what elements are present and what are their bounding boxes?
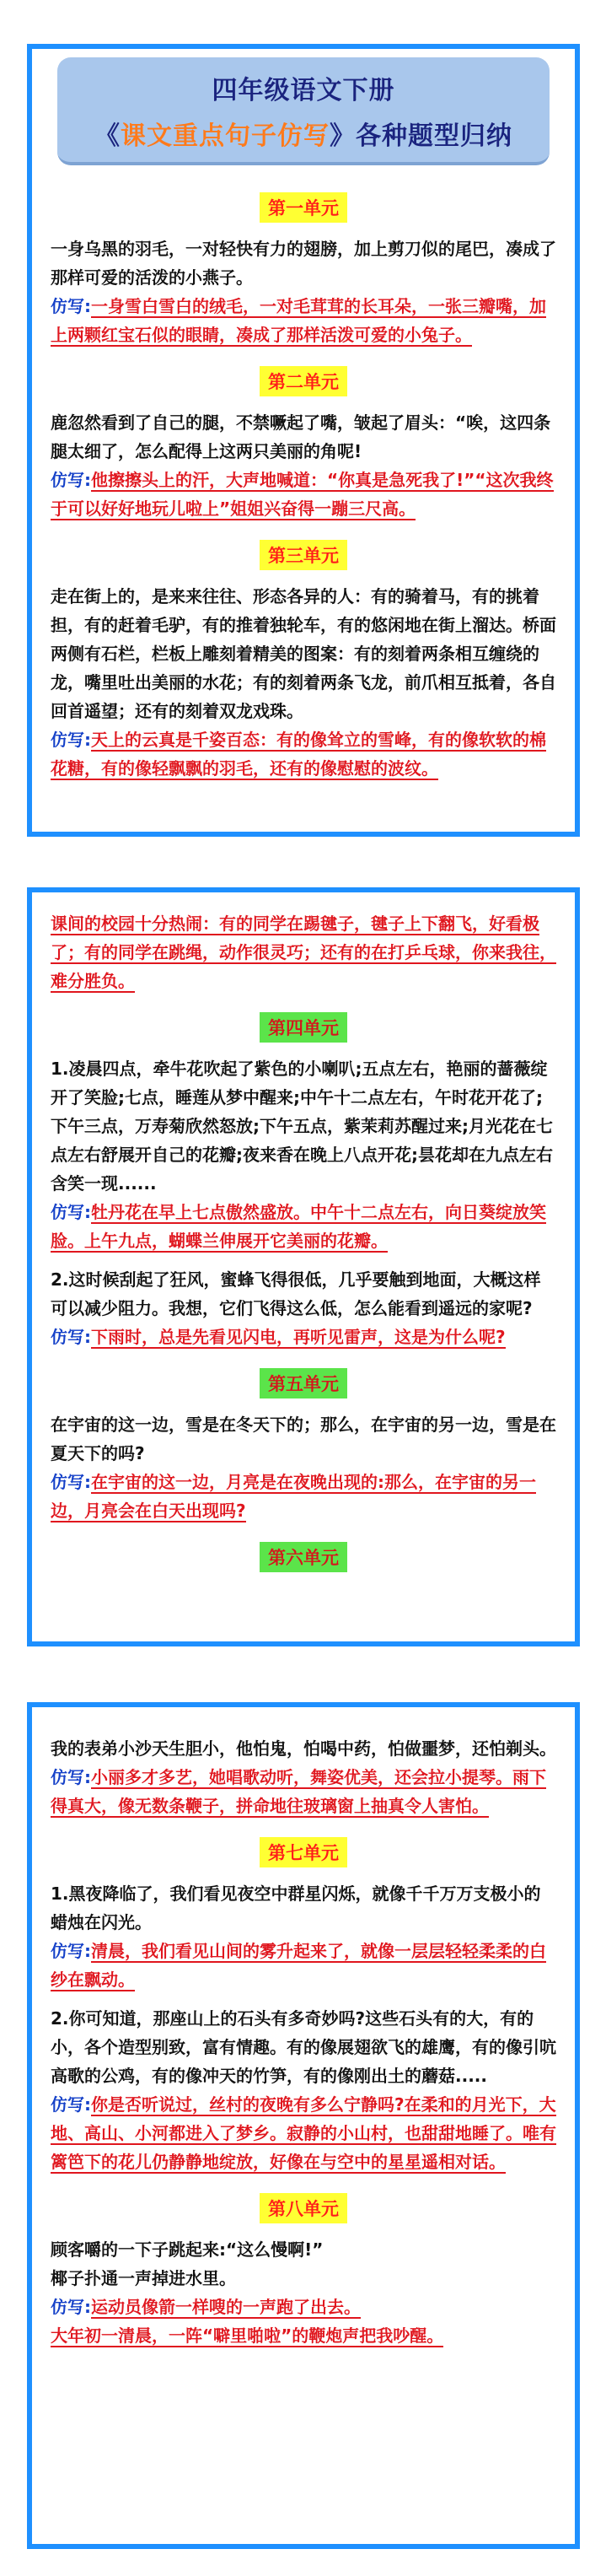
unit-heading-6: 第六单元	[32, 1542, 575, 1572]
unit-heading-8: 第八单元	[32, 2193, 575, 2223]
imitation-label: 仿写:	[51, 2297, 91, 2317]
unit-heading-1: 第一单元	[32, 192, 575, 223]
card-3	[27, 1702, 580, 2549]
imitation-label: 仿写:	[51, 1767, 91, 1787]
imitation-label: 仿写:	[51, 1472, 91, 1492]
imitation-text: 一身雪白雪白的绒毛，一对毛茸茸的长耳朵，一张三瓣嘴，加上两颗红宝石似的眼睛，凑成了那样活泼可爱的小兔子。	[51, 296, 546, 345]
sample-sentence: 2.这时候刮起了狂风，蜜蜂飞得很低，几乎要触到地面，大概这样可以减少阻力。我想，它们飞得这么低，怎么能看到遥远的家呢?	[51, 1269, 541, 1318]
sample-sentence: 走在街上的，是来来往往、形态各异的人：有的骑着马，有的挑着担，有的赶着毛驴，有的推着独轮车，有的悠闲地在街上溜达。桥面两侧有石栏，栏板上雕刻着精美的图案：有的刻着两条相互缠绕的龙，嘴里吐出美丽的水花；有的刻着两条飞龙，前爪相互抵着，各自回首遥望；还有的刻着双龙戏珠。	[51, 586, 556, 721]
subtitle-left: 《	[94, 121, 121, 151]
imitation	[32, 725, 575, 783]
subtitle-accent: 课文重点句子仿写	[121, 121, 330, 151]
imitation	[32, 1198, 575, 1255]
imitation-label: 仿写:	[51, 2094, 91, 2115]
sample-sentence: 在宇宙的这一边，雪是在冬天下的；那么，在宇宙的另一边，雪是在夏天下的吗?	[51, 1415, 556, 1463]
imitation	[32, 909, 575, 995]
subtitle-right: 》各种题型归纳	[330, 121, 512, 151]
sample-sentence: 我的表弟小沙天生胆小，他怕鬼，怕喝中药，怕做噩梦，还怕剃头。	[51, 1738, 556, 1759]
imitation	[32, 2321, 575, 2350]
page-title: 四年级语文下册	[212, 76, 395, 105]
imitation-text: 运动员像箭一样嗖的一声跑了出去。	[91, 2297, 361, 2317]
card-1	[27, 44, 580, 837]
imitation-text: 大年初一清晨，一阵“噼里啪啦”的鞭炮声把我吵醒。	[51, 2325, 444, 2346]
imitation-text: 牡丹花在早上七点傲然盛放。中午十二点左右，向日葵绽放笑脸。上午九点，蝴蝶兰伸展开它美丽的花瓣。	[51, 1202, 546, 1251]
sample-sentence: 顾客嚼的一下子跳起来:“这么慢啊!”	[51, 2239, 324, 2260]
unit-heading-3: 第三单元	[32, 540, 575, 570]
imitation-text: 下雨时，总是先看见闪电，再听见雷声，这是为什么呢?	[91, 1327, 506, 1347]
card-2	[27, 887, 580, 1646]
imitation-text: 小丽多才多艺，她唱歌动听，舞姿优美，还会拉小提琴。雨下得真大，像无数条鞭子，拼命地往玻璃窗上抽真令人害怕。	[51, 1767, 546, 1816]
sample-sentence: 1.黑夜降临了，我们看见夜空中群星闪烁，就像千千万万支极小的蜡烛在闪光。	[51, 1883, 541, 1932]
sample-sentence: 1.凌晨四点，牵牛花吹起了紫色的小喇叭;五点左右，艳丽的蔷薇绽开了笑脸;七点，睡莲从梦中醒来;中午十二点左右，午时花开花了;下午三点，万寿菊欣然怒放;下午五点，紫茉莉苏醒过来;月光花在七点左右舒展开自己的花瓣;夜来香在晚上八点开花;昙花却在九点左右含笑一现......	[51, 1059, 553, 1194]
card-2-content	[32, 892, 575, 1572]
imitation-text: 在宇宙的这一边，月亮是在夜晚出现的:那么，在宇宙的另一边，月亮会在白天出现吗?	[51, 1472, 536, 1521]
imitation	[32, 1323, 575, 1351]
card-3-content	[32, 1707, 575, 2350]
sample-sentence: 鹿忽然看到了自己的腿，不禁噘起了嘴，皱起了眉头：“唉，这四条腿太细了，怎么配得上这两只美丽的角呢!	[51, 412, 551, 461]
imitation	[32, 2293, 575, 2321]
imitation-text: 你是否听说过，丝村的夜晚有多么宁静吗?在柔和的月光下，大地、高山、小河都进入了梦乡。寂静的小山村，也甜甜地睡了。唯有篱笆下的花儿仍静静地绽放，好像在与空中的星星遥相对话。	[51, 2094, 556, 2172]
unit-heading-7: 第七单元	[32, 1837, 575, 1867]
imitation-text: 天上的云真是千姿百态：有的像耸立的雪峰，有的像软软的棉花糖，有的像轻飘飘的羽毛，还有的像慰慰的波纹。	[51, 730, 546, 779]
imitation	[32, 292, 575, 349]
unit-heading-5: 第五单元	[32, 1368, 575, 1398]
page-subtitle	[57, 115, 550, 152]
imitation-text: 他擦擦头上的汗，大声地喊道：“你真是急死我了!”“这次我终于可以好好地玩儿啦上”姐姐兴奋得一蹦三尺高。	[51, 470, 554, 519]
imitation	[32, 466, 575, 523]
imitation	[32, 2090, 575, 2176]
imitation-label: 仿写:	[51, 1202, 91, 1222]
sample-sentence: 一身乌黑的羽毛，一对轻快有力的翅膀，加上剪刀似的尾巴，凑成了那样可爱的活泼的小燕子。	[51, 239, 556, 288]
imitation-label: 仿写:	[51, 1327, 91, 1347]
imitation-label: 仿写:	[51, 296, 91, 316]
imitation-label: 仿写:	[51, 730, 91, 750]
imitation	[32, 1937, 575, 1994]
sample-sentence: 椰子扑通一声掉进水里。	[51, 2268, 236, 2288]
unit-heading-2: 第二单元	[32, 366, 575, 396]
unit-heading-4: 第四单元	[32, 1012, 575, 1043]
imitation	[32, 1763, 575, 1820]
title-banner	[57, 57, 550, 165]
imitation-text: 课间的校园十分热闹：有的同学在踢毽子，毽子上下翻飞，好看极了；有的同学在跳绳，动作很灵巧；还有的在打乒乓球，你来我往，难分胜负。	[51, 913, 556, 991]
imitation-label: 仿写:	[51, 1941, 91, 1961]
imitation-text: 清晨，我们看见山间的雾升起来了，就像一层层轻轻柔柔的白纱在飘动。	[51, 1941, 546, 1990]
imitation	[32, 1468, 575, 1525]
imitation-label: 仿写:	[51, 470, 91, 490]
sample-sentence: 2.你可知道，那座山上的石头有多奇妙吗?这些石头有的大，有的小，各个造型别致，富有情趣。有的像展翅欲飞的雄鹰，有的像引吭高歌的公鸡，有的像冲天的竹笋，有的像刚出土的蘑菇.....	[51, 2008, 556, 2086]
